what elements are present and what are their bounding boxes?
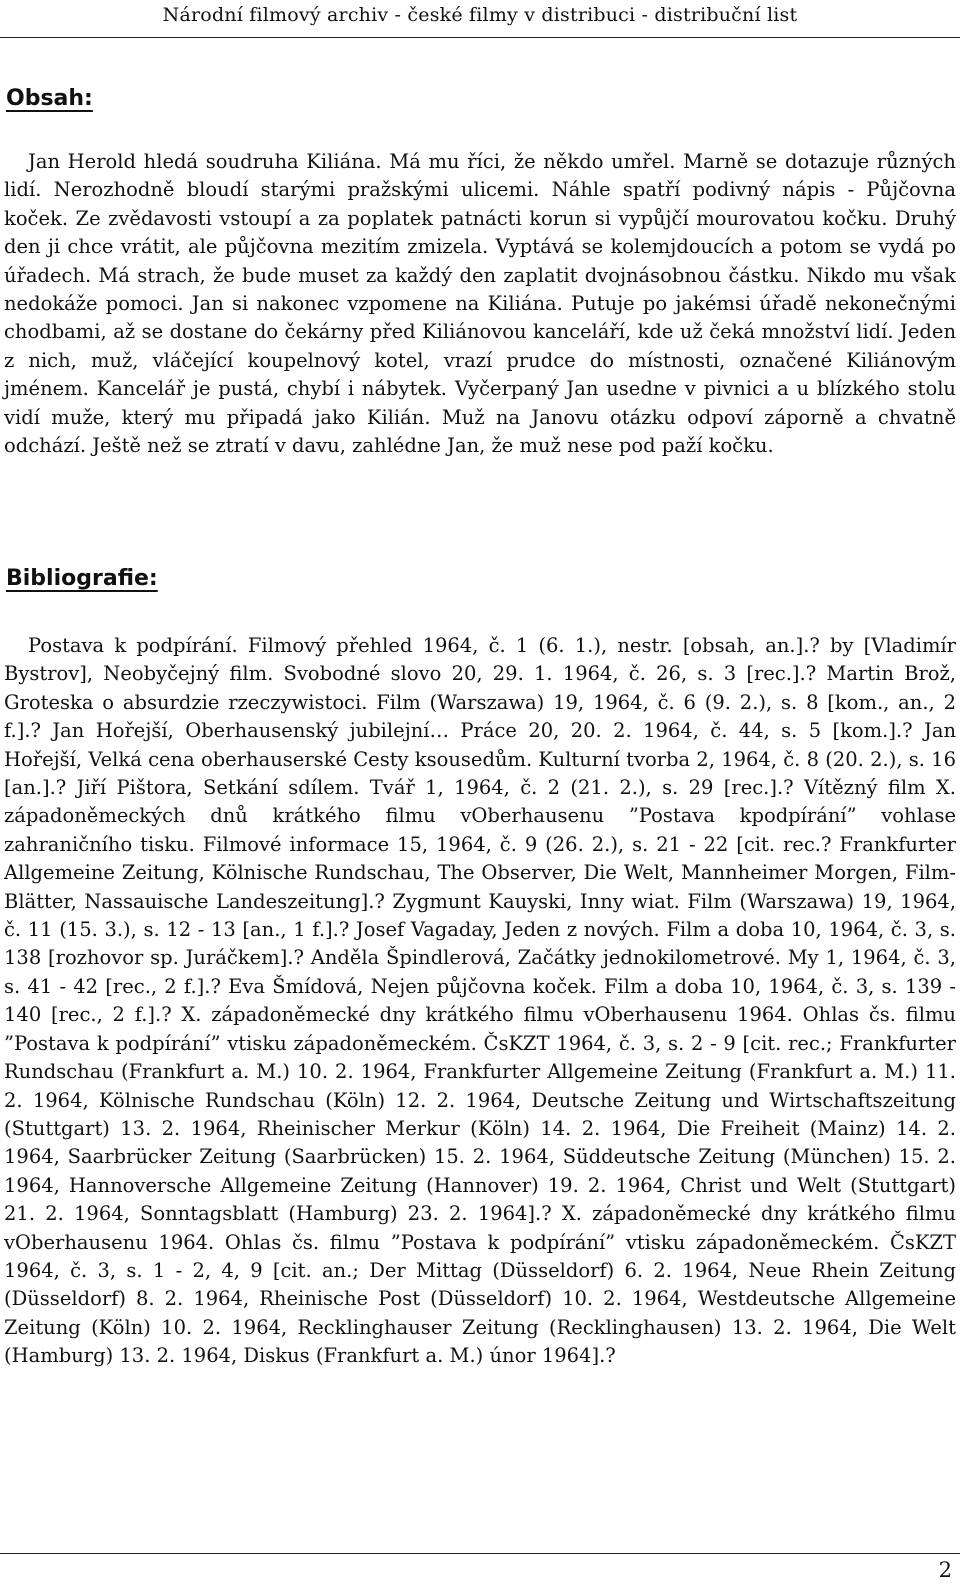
bibliografie-heading: Bibliografie: <box>6 566 158 591</box>
obsah-heading: Obsah: <box>6 86 93 111</box>
page-number: 2 <box>938 1558 952 1582</box>
obsah-paragraph: Jan Herold hledá soudruha Kiliána. Má mu říci, že někdo umřel. Marně se dotazuje různých lidí. Nerozhodně bloudí starými pražskými ulicemi. Náhle spatří podivný nápis - Půjčovna koček. Ze zvědavosti vstoupí a za poplatek patnácti korun si vypůjčí mourovatou kočku. Druhý den ji chce vrátit, ale půjčovna mezitím zmizela. Vyptává se kolemjdoucích a potom se vydá po úřadech. Má strach, že bude muset za každý den zaplatit dvojnásobnou částku. Nikdo mu však nedokáže pomoci. Jan si nakonec vzpomene na Kiliána. Putuje po jakémsi úřadě nekonečnými chodbami, až se dostane do čekárny před Kiliánovou kanceláří, kde už čeká množství lidí. Jeden z nich, muž, vláčející koupelnový kotel, vrazí prudce do místnosti, označené Kiliánovým jménem. Kancelář je pustá, chybí i nábytek. Vyčerpaný Jan usedne v pivnici a u blízkého stolu vidí muže, který mu připadá jako Kilián. Muž na Janovu otázku odpoví záporně a chvatně odchází. Ještě než se ztratí v davu, zahlédne Jan, že muž nese pod paží kočku. <box>4 150 956 458</box>
bibliografie-paragraph: Postava k podpírání. Filmový přehled 1964, č. 1 (6. 1.), nestr. [obsah, an.].? by [Vladimír Bystrov], Neobyčejný film. Svobodné slovo 20, 29. 1. 1964, č. 26, s. 3 [rec.].? Martin Brož, Groteska o absurdzie rzeczywistoci. Film (Warszawa) 19, 1964, č. 6 (9. 2.), s. 8 [kom., an., 2 f.].? Jan Hořejší, Oberhausenský jubilejní… Práce 20, 20. 2. 1964, č. 44, s. 5 [kom.].? Jan Hořejší, Velká cena oberhauserské Cesty ksousedům. Kulturní tvorba 2, 1964, č. 8 (20. 2.), s. 16 [an.].? Jiří Pištora, Setkání sdílem. Tvář 1, 1964, č. 2 (21. 2.), s. 29 [rec.].? Vítězný film X. západoněmeckých dnů krátkého filmu vOberhausenu ”Postava kpodpírání” vohlase zahraničního tisku. Filmové informace 15, 1964, č. 9 (26. 2.), s. 21 - 22 [cit. rec.? Frankfurter Allgemeine Zeitung, Kölnische Rundschau, The Observer, Die Welt, Mannheimer Morgen, Film-Blätter, Nassauische Landeszeitung].? Zygmunt Kauyski, Inny wiat. Film (Warszawa) 19, 1964, č. 11 (15. 3.), s. 12 - 13 [an., 1 f.].? Josef Vagaday, Jeden z nových. Film a doba 10, 1964, č. 3, s. 138 [rozhovor sp. Juráčkem].? Anděla Špindlerová, Začátky jednokilometrové. My 1, 1964, č. 3, s. 41 - 42 [rec., 2 f.].? Eva Šmídová, Nejen půjčovna koček. Film a doba 10, 1964, č. 3, s. 139 - 140 [rec., 2 f.].? X. západoněmecké dny krátkého filmu vOberhausenu 1964. Ohlas čs. filmu ”Postava k podpírání” vtisku západoněmeckém. ČsKZT 1964, č. 3, s. 2 - 9 [cit. rec.; Frankfurter Rundschau (Frankfurt a. M.) 10. 2. 1964, Frankfurter Allgemeine Zeitung (Frankfurt a. M.) 11. 2. 1964, Kölnische Rundschau (Köln) 12. 2. 1964, Deutsche Zeitung und Wirtschaftszeitung (Stuttgart) 13. 2. 1964, Rheinischer Merkur (Köln) 14. 2. 1964, Die Freiheit (Mainz) 14. 2. 1964, Saarbrücker Zeitung (Saarbrücken) 15. 2. 1964, Süddeutsche Zeitung (München) 15. 2. 1964, Hannoversche Allgemeine Zeitung (Hannover) 19. 2. 1964, Christ und Welt (Stuttgart) 21. 2. 1964, Sonntagsblatt (Hamburg) 23. 2. 1964].? X. západoněmecké dny krátkého filmu vOberhausenu 1964. Ohlas čs. filmu ”Postava k podpírání” vtisku západoněmeckém. ČsKZT 1964, č. 3, s. 1 - 2, 4, 9 [cit. an.; Der Mittag (Düsseldorf) 6. 2. 1964, Neue Rhein Zeitung (Düsseldorf) 8. 2. 1964, Rheinische Post (Düsseldorf) 10. 2. 1964, Westdeutsche Allgemeine Zeitung (Köln) 10. 2. 1964, Recklinghauser Zeitung (Recklinghausen) 13. 2. 1964, Die Welt (Hamburg) 13. 2. 1964, Diskus (Frankfurt a. M.) únor 1964].? <box>4 634 956 1368</box>
header-rule <box>0 37 960 38</box>
running-header: Národní filmový archiv - české filmy v distribuci - distribuční list <box>162 4 798 26</box>
footer-rule <box>0 1553 960 1554</box>
